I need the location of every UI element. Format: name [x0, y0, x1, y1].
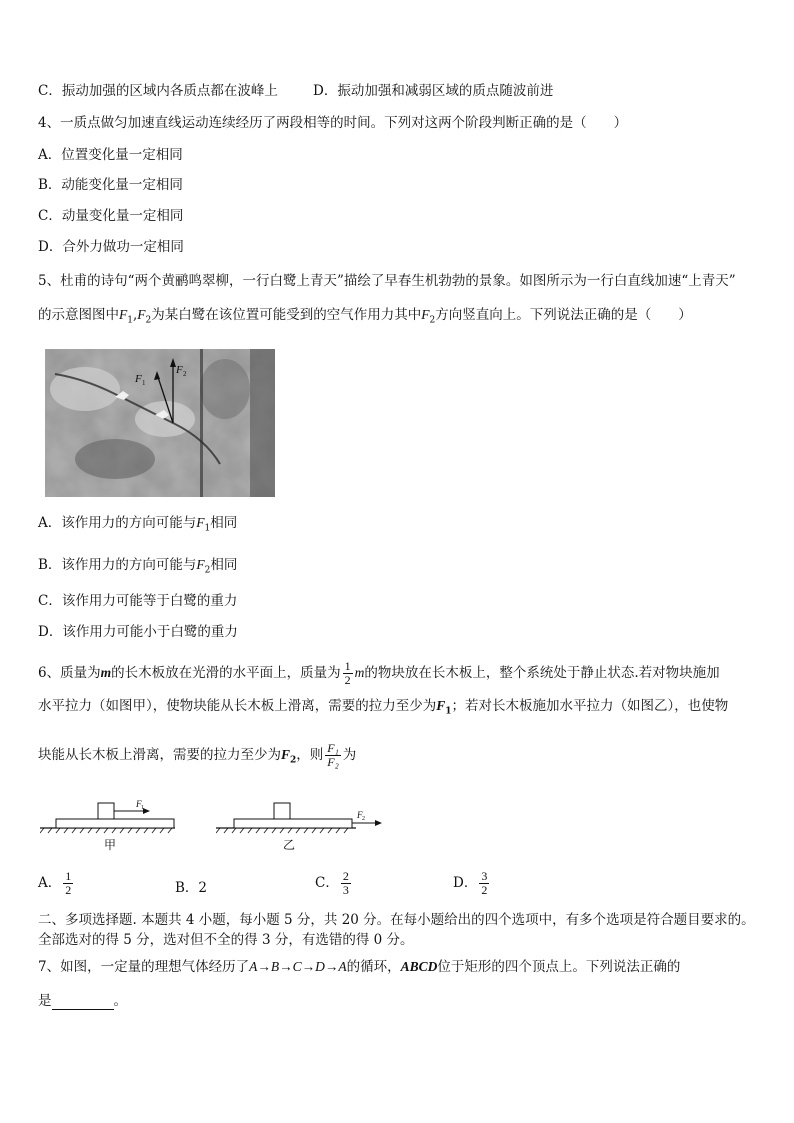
svg-text:F: F: [176, 364, 183, 376]
q6-option-d: D． $\frac{3}{2}$: [453, 869, 488, 897]
q6-option-c-fraction: $\frac{2}{3}$: [342, 869, 349, 897]
svg-text:1: 1: [142, 379, 146, 387]
figure-jia: [40, 795, 180, 855]
section2-line1: 二、多项选择题. 本题共 4 小题，每小题 5 分，共 20 分。在每小题给出的四个选项中，有多个选项是符合题目要求的。: [38, 912, 755, 928]
q7-stem-line1: 7、如图，一定量的理想气体经历了A→B→C→D→A的循环，ABCD位于矩形的四个顶点上。下列说法正确的: [38, 959, 681, 975]
section2-line2: 全部选对的得 5 分，选对但不全的得 3 分，有选错的得 0 分。: [38, 932, 414, 948]
q6-option-a-fraction: $\frac{1}{2}$: [65, 869, 72, 897]
q6-option-b: B．2: [175, 880, 208, 896]
q4-option-a: A．位置变化量一定相同: [38, 147, 183, 163]
svg-text:F: F: [136, 799, 142, 809]
q5-option-d: D．该作用力可能小于白鹭的重力: [38, 624, 238, 640]
figure-jia-label: 甲: [104, 838, 117, 852]
q6-stem-line2: 水平拉力（如图甲），使物块能从长木板上滑离，需要的拉力至少为$F_1$；若对长木板施加水平拉力（如图乙），也使物: [38, 698, 729, 717]
svg-text:F: F: [135, 373, 142, 385]
figure-yi: [216, 795, 391, 855]
q3-option-d: D．振动加强和减弱区域的质点随波前进: [313, 83, 554, 99]
figure-jia-force-label: [135, 799, 144, 811]
q4-option-d: D．合外力做功一定相同: [38, 239, 184, 255]
q6-option-c: C． $\frac{2}{3}$: [315, 869, 349, 897]
q5-option-a: A．该作用力的方向可能与$F_1$相同: [38, 515, 238, 534]
q4-option-b: B．动能变化量一定相同: [38, 177, 183, 193]
q5-stem-line1: 5、杜甫的诗句“两个黄鹂鸣翠柳，一行白鹭上青天”描绘了早春生机勃勃的景象。如图所示为一行白直线加速“上青天”: [38, 273, 736, 289]
q6-stem-line3: 块能从长木板上滑离，需要的拉力至少为$F_2$，则 $\frac{\text{F₁}}{\text{F₂}}$ 为: [38, 741, 357, 769]
q6-stem-line1: 6、质量为m的长木板放在光滑的水平面上，质量为 $\frac{1}{2}$ m的物块放在长木板上，整个系统处于静止状态.若对物块施加: [38, 659, 720, 687]
half-fraction: $\frac{1}{2}$: [344, 659, 351, 687]
ratio-fraction: $\frac{\text{F₁}}{\text{F₂}}$: [327, 741, 339, 769]
answer-blank[interactable]: [52, 995, 114, 1010]
q4-option-c: C．动量变化量一定相同: [38, 208, 184, 224]
q4-stem: 4、一质点做匀加速直线运动连续经历了两段相等的时间。下列对这两个阶段判断正确的是（ ）: [38, 115, 628, 131]
svg-text:1: 1: [141, 805, 144, 811]
q6-option-d-fraction: $\frac{3}{2}$: [481, 869, 488, 897]
figure-yi-force-label: [356, 810, 365, 822]
figure-yi-label: 乙: [283, 838, 296, 852]
q6-option-a: A． $\frac{1}{2}$: [38, 869, 72, 897]
q3-option-c: C．振动加强的区域内各质点都在波峰上: [38, 83, 278, 99]
q5-option-b: B．该作用力的方向可能与$F_2$相同: [38, 557, 238, 576]
q5-option-c: C．该作用力可能等于白鹭的重力: [38, 593, 238, 609]
egret-photo: [45, 349, 275, 497]
svg-text:2: 2: [362, 816, 365, 822]
q7-stem-line2: 是 。: [38, 993, 127, 1009]
q5-stem-line2: 的示意图图中$F_1,F_2$为某白鹭在该位置可能受到的空气作用力其中$F_2$方向竖直向上。下列说法正确的是（ ）: [38, 307, 692, 326]
svg-text:2: 2: [183, 370, 187, 378]
svg-text:F: F: [357, 810, 363, 820]
